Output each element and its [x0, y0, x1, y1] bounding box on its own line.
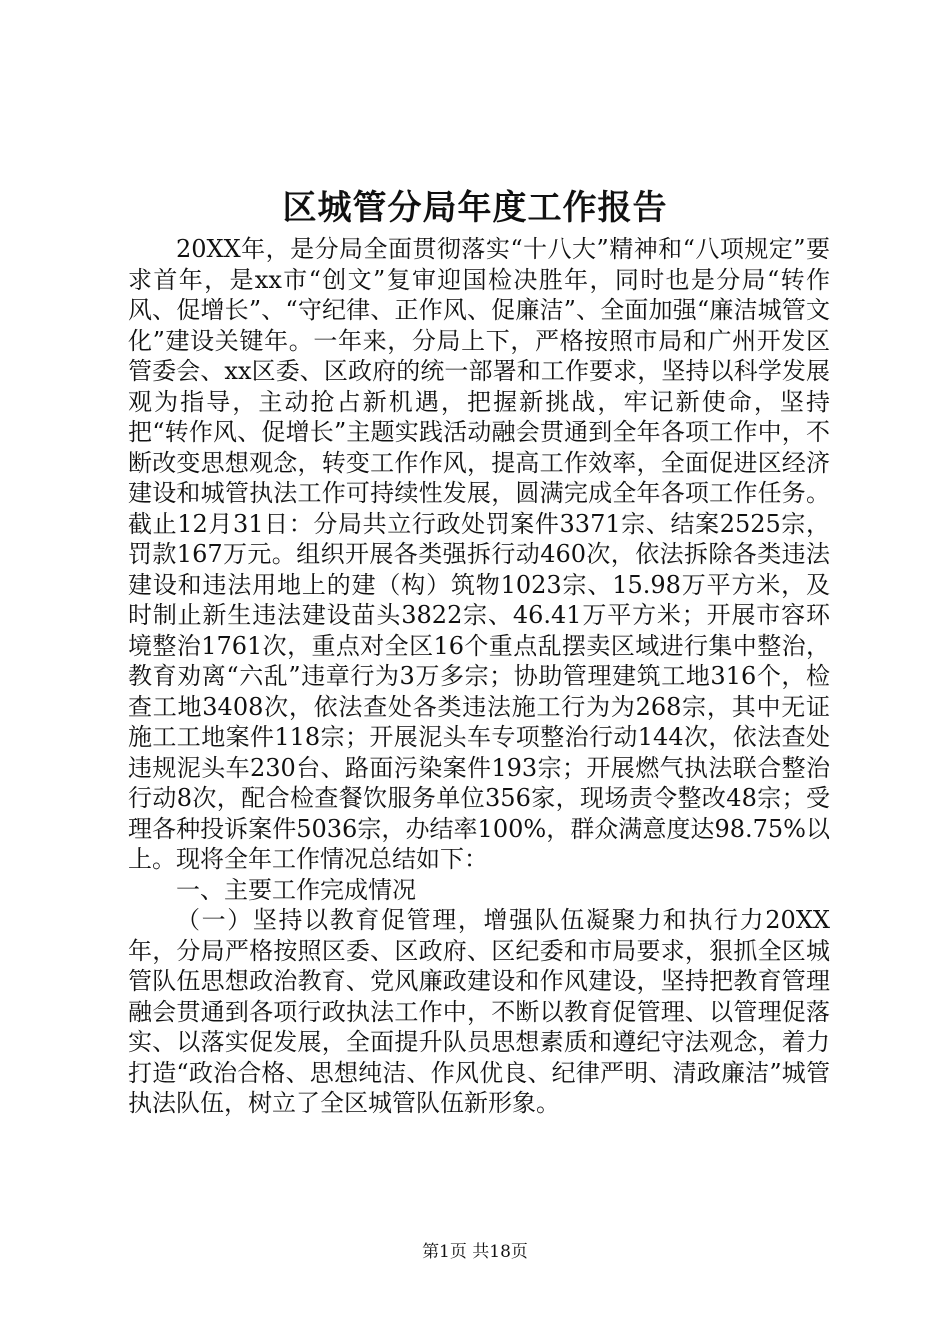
- section-heading: 一、主要工作完成情况: [176, 875, 416, 904]
- page-number: 第1页 共18页: [422, 1242, 528, 1262]
- paragraph-section-1: （一）坚持以教育促管理，增强队伍凝聚力和执行力20XX年，分局严格按照区委、区政府、区纪委和市局要求，狠抓全区城管队伍思想政治教育、党风廉政建设和作风建设，坚持把教育管理融会贯通到各项行政执法工作中，不断以教育促管理、以管理促落实、以落实促发展，全面提升队员思想素质和遵纪守法观念，着力打造“政治合格、思想纯洁、作风优良、纪律严明、清政廉洁”城管执法队伍，树立了全区城管队伍新形象。: [128, 906, 830, 1117]
- paragraph-intro: 20XX年，是分局全面贯彻落实“十八大”精神和“八项规定”要求首年，是xx市“创文”复审迎国检决胜年，同时也是分局“转作风、促增长”、“守纪律、正作风、促廉洁”、全面加强“廉洁城管文化”建设关键年。一年来，分局上下，严格按照市局和广州开发区管委会、xx区委、区政府的统一部署和工作要求，坚持以科学发展观为指导，主动抢占新机遇，把握新挑战，牢记新使命，坚持把“转作风、促增长”主题实践活动融会贯通到全年各项工作中，不断改变思想观念，转变工作作风，提高工作效率，全面促进区经济建设和城管执法工作可持续性发展，圆满完成全年各项工作任务。截止12月31日：分局共立行政处罚案件3371宗、结案2525宗，罚款167万元。组织开展各类强拆行动460次，依法拆除各类违法建设和违法用地上的建（构）筑物1023宗、15.98万平方米，及时制止新生违法建设苗头3822宗、46.41万平方米；开展市容环境整治1761次，重点对全区16个重点乱摆卖区域进行集中整治，教育劝离“六乱”违章行为3万多宗；协助管理建筑工地316个，检查工地3408次，依法查处各类违法施工行为为268宗，其中无证施工工地案件118宗；开展泥头车专项整治行动144次，依法查处违规泥头车230台、路面污染案件193宗；开展燃气执法联合整治行动8次，配合检查餐饮服务单位356家，现场责令整改48宗；受理各种投诉案件5036宗，办结率100%，群众满意度达98.75%以上。现将全年工作情况总结如下：: [128, 235, 830, 873]
- document-title: 区城管分局年度工作报告: [282, 188, 668, 228]
- document-body: [128, 234, 830, 1119]
